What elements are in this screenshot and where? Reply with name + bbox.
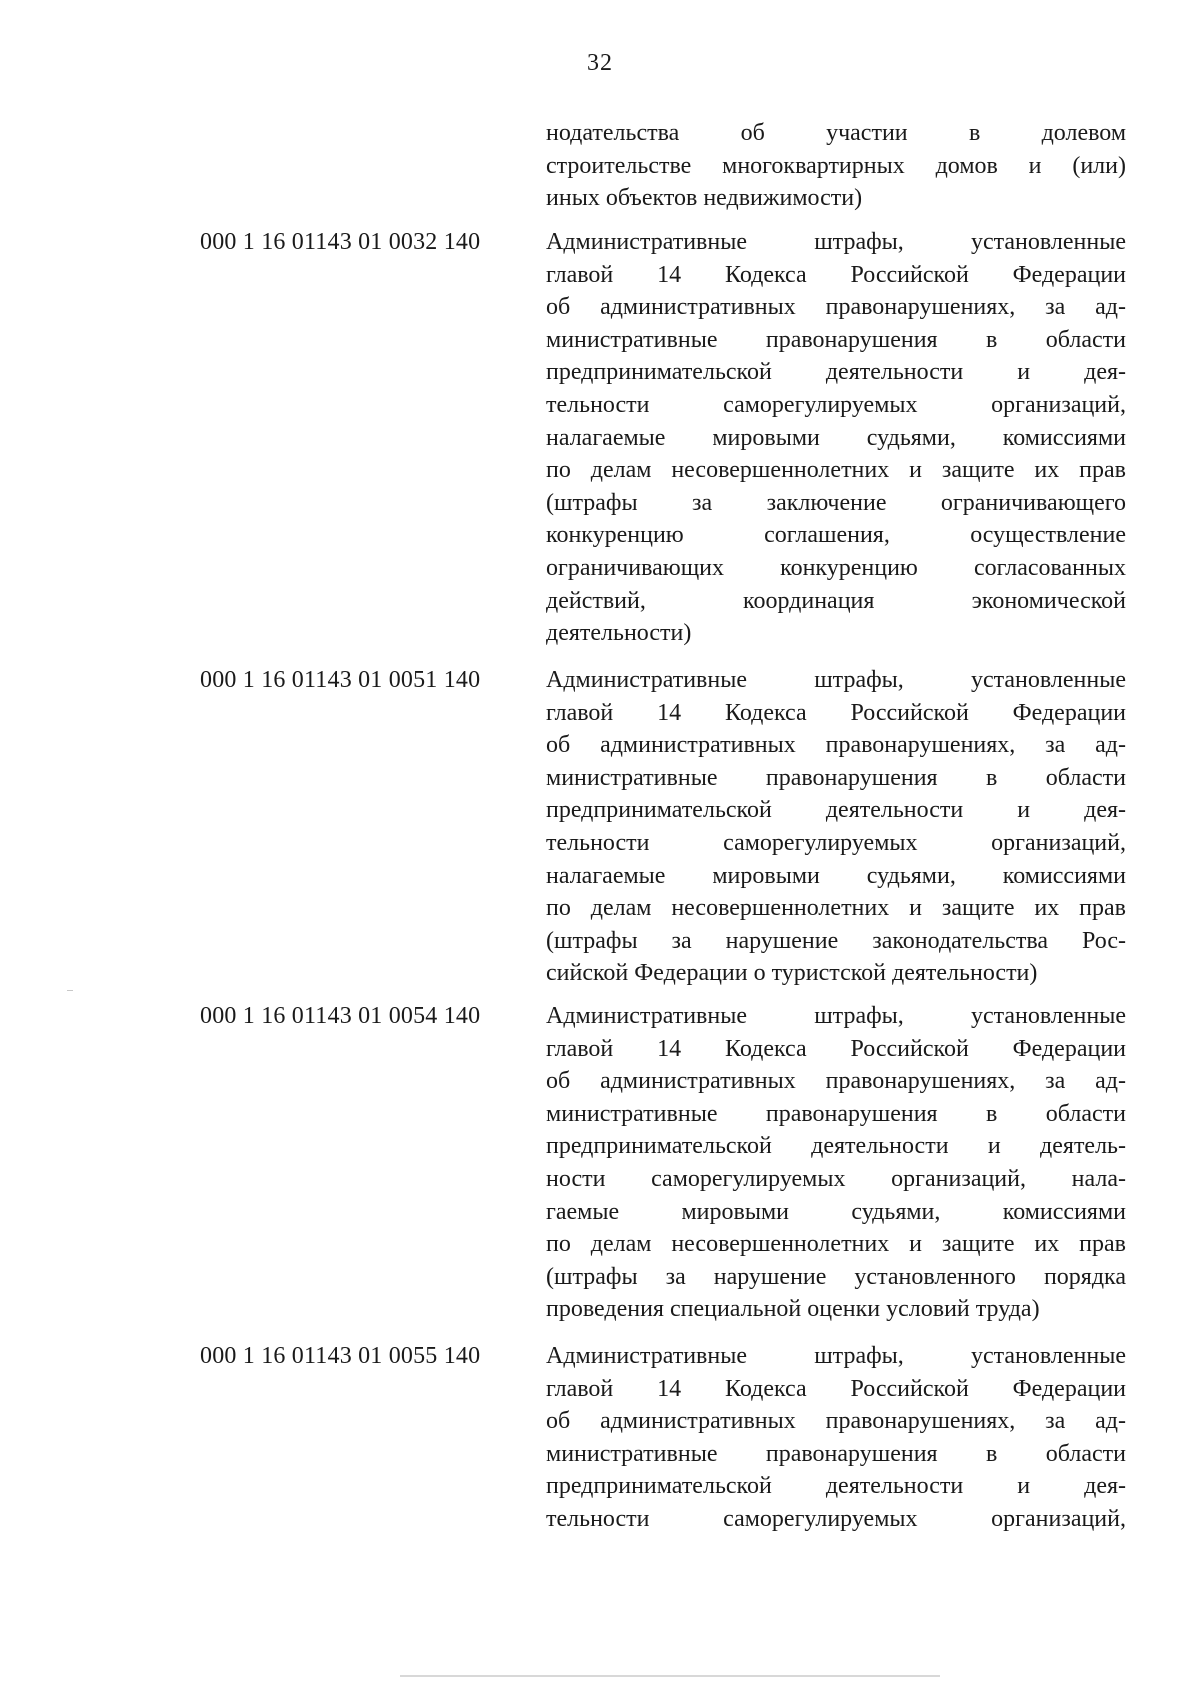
description-line: Административные штрафы, установленные — [546, 229, 1126, 255]
description-line: действий, координация экономической — [546, 587, 1126, 614]
description-line: (штрафы за нарушение установленного порядка — [546, 1263, 1126, 1290]
entry-description — [546, 226, 1126, 650]
entry-description — [546, 1000, 1126, 1326]
description-line: предпринимательской деятельности и дея- — [546, 797, 1126, 824]
description-line: нодательства об участии в долевом — [546, 120, 1126, 146]
description-line: Административные штрафы, установленные — [546, 1003, 1126, 1029]
description-line: тельности саморегулируемых организаций, — [546, 391, 1126, 418]
description-line: деятельности) — [546, 620, 692, 647]
scan-artifact — [67, 990, 73, 991]
description-line: главой 14 Кодекса Российской Федерации — [546, 1035, 1126, 1062]
description-line: министративные правонарушения в области — [546, 326, 1126, 353]
page-number: 32 — [587, 50, 613, 76]
entry-description — [546, 664, 1126, 990]
description-line: проведения специальной оценки условий труда) — [546, 1296, 1040, 1323]
budget-code: 000 1 16 01143 01 0054 140 — [200, 1003, 481, 1029]
description-line: (штрафы за заключение ограничивающего — [546, 489, 1126, 516]
description-line: министративные правонарушения в области — [546, 1100, 1126, 1127]
description-line: тельности саморегулируемых организаций, — [546, 829, 1126, 856]
description-line: ности саморегулируемых организаций, нала- — [546, 1165, 1126, 1192]
description-line: иных объектов недвижимости) — [546, 185, 863, 212]
description-line: сийской Федерации о туристской деятельности) — [546, 960, 1038, 987]
entry-description — [546, 1340, 1126, 1536]
description-line: министративные правонарушения в области — [546, 764, 1126, 791]
description-line: (штрафы за нарушение законодательства Рос- — [546, 927, 1126, 954]
description-line: главой 14 Кодекса Российской Федерации — [546, 1375, 1126, 1402]
description-line: по делам несовершеннолетних и защите их прав — [546, 1231, 1126, 1258]
description-line: министративные правонарушения в области — [546, 1440, 1126, 1467]
description-line: главой 14 Кодекса Российской Федерации — [546, 261, 1126, 288]
description-line: ограничивающих конкуренцию согласованных — [546, 554, 1126, 581]
entry-description — [546, 117, 1126, 215]
budget-code: 000 1 16 01143 01 0032 140 — [200, 229, 481, 255]
description-line: об административных правонарушениях, за ад- — [546, 1408, 1126, 1435]
description-line: строительстве многоквартирных домов и (или) — [546, 152, 1126, 179]
description-line: по делам несовершеннолетних и защите их прав — [546, 457, 1126, 484]
description-line: об административных правонарушениях, за ад- — [546, 294, 1126, 321]
description-line: предпринимательской деятельности и деятель- — [546, 1133, 1126, 1160]
description-line: Административные штрафы, установленные — [546, 1343, 1126, 1369]
description-line: Административные штрафы, установленные — [546, 667, 1126, 693]
description-line: конкуренцию соглашения, осуществление — [546, 522, 1126, 549]
scan-edge-line — [400, 1675, 940, 1677]
description-line: предпринимательской деятельности и дея- — [546, 359, 1126, 386]
description-line: гаемые мировыми судьями, комиссиями — [546, 1198, 1126, 1225]
description-line: тельности саморегулируемых организаций, — [546, 1505, 1126, 1532]
description-line: по делам несовершеннолетних и защите их прав — [546, 895, 1126, 922]
description-line: налагаемые мировыми судьями, комиссиями — [546, 424, 1126, 451]
description-line: об административных правонарушениях, за ад- — [546, 732, 1126, 759]
description-line: налагаемые мировыми судьями, комиссиями — [546, 862, 1126, 889]
description-line: об административных правонарушениях, за ад- — [546, 1068, 1126, 1095]
description-line: предпринимательской деятельности и дея- — [546, 1473, 1126, 1500]
budget-code: 000 1 16 01143 01 0055 140 — [200, 1343, 481, 1369]
budget-code: 000 1 16 01143 01 0051 140 — [200, 667, 481, 693]
description-line: главой 14 Кодекса Российской Федерации — [546, 699, 1126, 726]
